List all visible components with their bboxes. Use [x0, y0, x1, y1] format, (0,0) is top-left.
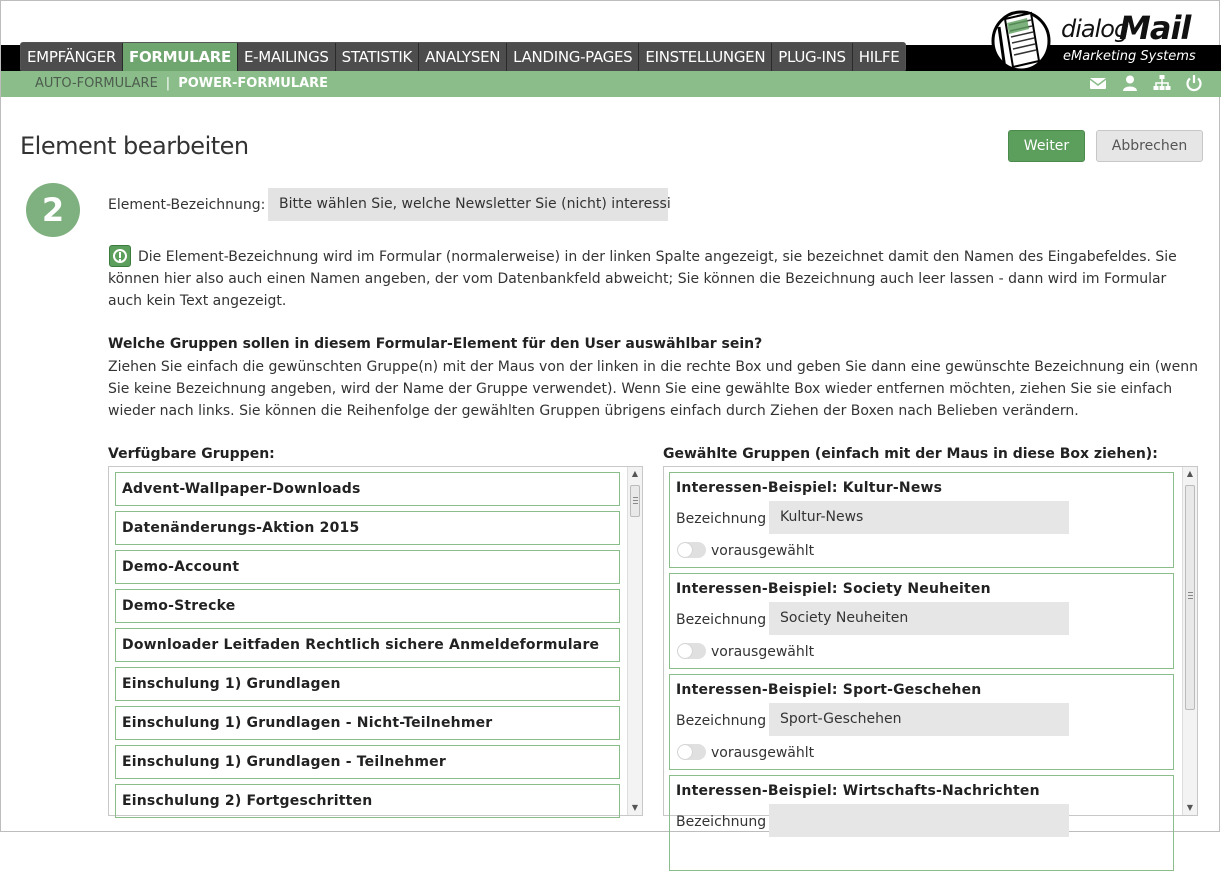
selected-groups-label: Gewählte Gruppen (einfach mit der Maus in diese Box ziehen):: [663, 446, 1158, 462]
preselected-label: vorausgewählt: [711, 644, 815, 660]
available-groups-label: Verfügbare Gruppen:: [108, 446, 275, 462]
info-text: Die Element-Bezeichnung wird im Formular (normalerweise) in der linken Spalte angezeigt, sie bezeichnet damit den Namen des Eingabefeldes. Sie können hier also auch einen Namen angeben, der vom Datenbankfeld abweicht; Sie können die Bezeichnung auch leer lassen - dann wird im Formular auch kein Text angezeigt.: [108, 249, 1177, 309]
header-icons: [1089, 74, 1203, 92]
sub-nav-bar: [1, 71, 1221, 97]
selected-group-title: Interessen-Beispiel: Society Neuheiten: [676, 581, 991, 597]
envelope-icon[interactable]: [1089, 74, 1107, 92]
tab-analysen[interactable]: ANALYSEN: [419, 43, 507, 71]
bezeichnung-input[interactable]: Society Neuheiten: [769, 602, 1069, 635]
selected-groups-box[interactable]: [663, 466, 1198, 830]
available-groups-box[interactable]: [108, 466, 643, 816]
subtab-power-formulare[interactable]: POWER-FORMULARE: [178, 76, 329, 91]
scroll-up-arrow-icon[interactable]: ▲: [631, 469, 639, 478]
selected-group-title: Interessen-Beispiel: Kultur-News: [676, 480, 943, 496]
bezeichnung-label: Bezeichnung: [676, 713, 767, 729]
bezeichnung-label: Bezeichnung: [676, 612, 767, 628]
available-group-item[interactable]: Datenänderungs-Aktion 2015: [115, 511, 620, 545]
bezeichnung-input[interactable]: [769, 804, 1069, 837]
available-group-item[interactable]: Einschulung 1) Grundlagen - Nicht-Teilnehmer: [115, 706, 620, 740]
groups-description: Ziehen Sie einfach die gewünschten Gruppe(n) mit der Maus von der linken in die rechte Box und geben Sie dann eine gewünschte Bezeichnung ein (wenn Sie keine Bezeichnung angeben, wird der Name der Gruppe verwendet). Wenn Sie eine gewählte Box wieder entfernen möchten, ziehen Sie sie einfach wieder nach links. Sie können die Reihenfolge der gewählten Gruppen übrigens einfach durch Ziehen der Boxen nach Belieben verändern.: [108, 359, 1198, 419]
tab-empfaenger[interactable]: EMPFÄNGER: [21, 43, 123, 71]
groups-question: Welche Gruppen sollen in diesem Formular-Element für den User auswählbar sein?: [108, 336, 763, 352]
available-group-item[interactable]: Advent-Wallpaper-Downloads: [115, 472, 620, 506]
available-group-item[interactable]: Downloader Leitfaden Rechtlich sichere Anmeldeformulare: [115, 628, 620, 662]
logo-word-dialog: dialog: [1061, 15, 1129, 43]
bezeichnung-label: Bezeichnung: [676, 511, 767, 527]
element-label-input[interactable]: Bitte wählen Sie, welche Newsletter Sie (nicht) interessi: [268, 188, 668, 221]
available-group-item[interactable]: Demo-Account: [115, 550, 620, 584]
subtab-auto-formulare[interactable]: AUTO-FORMULARE: [35, 76, 158, 91]
available-group-item[interactable]: Einschulung 2) Fortgeschritten: [115, 784, 620, 818]
tab-plug-ins[interactable]: PLUG-INS: [772, 43, 852, 71]
tab-einstellungen[interactable]: EINSTELLUNGEN: [639, 43, 772, 71]
tab-formulare[interactable]: FORMULARE: [123, 43, 238, 71]
selected-group-title: Interessen-Beispiel: Wirtschafts-Nachrichten: [676, 783, 1040, 799]
scroll-thumb[interactable]: [630, 485, 640, 517]
abbrechen-button[interactable]: Abbrechen: [1096, 130, 1203, 162]
available-group-item[interactable]: Einschulung 1) Grundlagen - Teilnehmer: [115, 745, 620, 779]
sub-nav: [35, 76, 328, 91]
bezeichnung-input[interactable]: Sport-Geschehen: [769, 703, 1069, 736]
tab-hilfe[interactable]: HILFE: [853, 43, 906, 71]
newspaper-logo-icon: [991, 9, 1051, 71]
logo-tagline: eMarketing Systems: [1063, 49, 1196, 64]
sitemap-icon[interactable]: [1153, 74, 1171, 92]
scroll-thumb[interactable]: [1185, 485, 1195, 710]
logo-word-mail: Mail: [1119, 9, 1191, 47]
preselected-label: vorausgewählt: [711, 543, 815, 559]
selected-groups-scrollbar[interactable]: [1182, 467, 1197, 815]
available-group-item[interactable]: Demo-Strecke: [115, 589, 620, 623]
selected-group-title: Interessen-Beispiel: Sport-Geschehen: [676, 682, 982, 698]
scroll-up-arrow-icon[interactable]: ▲: [1186, 469, 1194, 478]
dialogmail-logo[interactable]: [991, 5, 1206, 73]
scroll-down-arrow-icon[interactable]: ▼: [1186, 803, 1194, 812]
preselected-label: vorausgewählt: [711, 745, 815, 761]
bezeichnung-label: Bezeichnung: [676, 814, 767, 830]
preselected-toggle[interactable]: [677, 542, 706, 558]
preselected-toggle[interactable]: [677, 744, 706, 760]
subnav-separator: |: [165, 76, 171, 91]
preselected-toggle[interactable]: [677, 643, 706, 659]
selected-group-card[interactable]: [669, 775, 1174, 871]
scroll-down-arrow-icon[interactable]: ▼: [631, 803, 639, 812]
tab-statistik[interactable]: STATISTIK: [336, 43, 419, 71]
bezeichnung-input[interactable]: Kultur-News: [769, 501, 1069, 534]
tab-e-mailings[interactable]: E-MAILINGS: [238, 43, 336, 71]
selected-group-card[interactable]: [669, 573, 1174, 669]
selected-group-card[interactable]: [669, 674, 1174, 770]
selected-group-card[interactable]: [669, 472, 1174, 568]
available-groups-scrollbar[interactable]: [627, 467, 642, 815]
user-icon[interactable]: [1121, 74, 1139, 92]
main-nav: [20, 42, 906, 72]
power-icon[interactable]: [1185, 74, 1203, 92]
tab-landing-pages[interactable]: LANDING-PAGES: [507, 43, 639, 71]
available-group-item[interactable]: Einschulung 1) Grundlagen: [115, 667, 620, 701]
weiter-button[interactable]: Weiter: [1008, 130, 1085, 162]
element-label-caption: Element-Bezeichnung:: [108, 197, 266, 213]
step-number-badge: 2: [26, 183, 80, 237]
page-title: Element bearbeiten: [20, 132, 249, 160]
